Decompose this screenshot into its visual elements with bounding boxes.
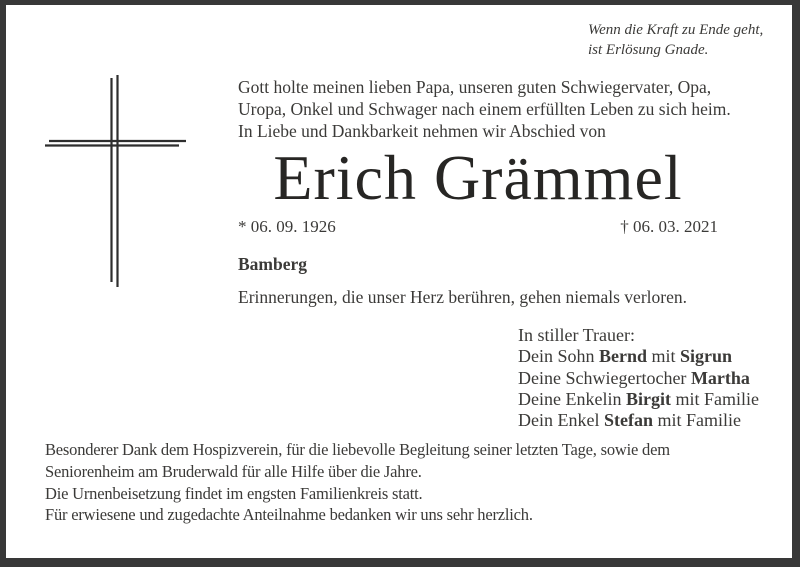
closing-line-4: Für erwiesene und zugedachte Anteilnahme bedanken wir uns sehr herzlich. [45, 505, 533, 525]
closing-paragraph [45, 439, 670, 526]
memorial-cross-icon [42, 68, 192, 294]
dates-row [238, 217, 718, 237]
mourner-line-2: Deine Schwiegertocher Martha [518, 367, 750, 388]
intro-line-2: Uropa, Onkel und Schwager nach einem erfüllten Leben zu sich heim. [238, 98, 731, 119]
city-label: Bamberg [238, 254, 308, 274]
mourners-block [518, 325, 759, 431]
closing-line-2: Seniorenheim am Bruderwald für alle Hilfe über die Jahre. [45, 461, 422, 481]
mourners-heading: In stiller Trauer: [518, 325, 635, 345]
death-date: † 06. 03. 2021 [620, 217, 718, 236]
mourner-line-3: Deine Enkelin Birgit mit Familie [518, 388, 759, 409]
closing-line-3: Die Urnenbeisetzung findet im engsten Familienkreis statt. [45, 483, 423, 503]
intro-line-1: Gott holte meinen lieben Papa, unseren guten Schwiegervater, Opa, [238, 77, 712, 97]
memory-line: Erinnerungen, die unser Herz berühren, gehen niemals verloren. [238, 287, 687, 307]
deceased-name: Erich Grämmel [273, 142, 683, 213]
intro-line-3: In Liebe und Dankbarkeit nehmen wir Abschied von [238, 120, 606, 141]
intro-paragraph [238, 77, 731, 142]
motto-line-1: Wenn die Kraft zu Ende geht, [588, 22, 764, 38]
motto-line-2: ist Erlösung Gnade. [588, 41, 709, 58]
motto-verse [588, 21, 763, 60]
mourner-line-4: Dein Enkel Stefan mit Familie [518, 410, 741, 431]
closing-line-1: Besonderer Dank dem Hospizverein, für die liebevolle Begleitung seiner letzten Tage, sowie dem [45, 440, 670, 459]
mourner-line-1: Dein Sohn Bernd mit Sigrun [518, 346, 733, 367]
birth-date: * 06. 09. 1926 [238, 217, 336, 236]
